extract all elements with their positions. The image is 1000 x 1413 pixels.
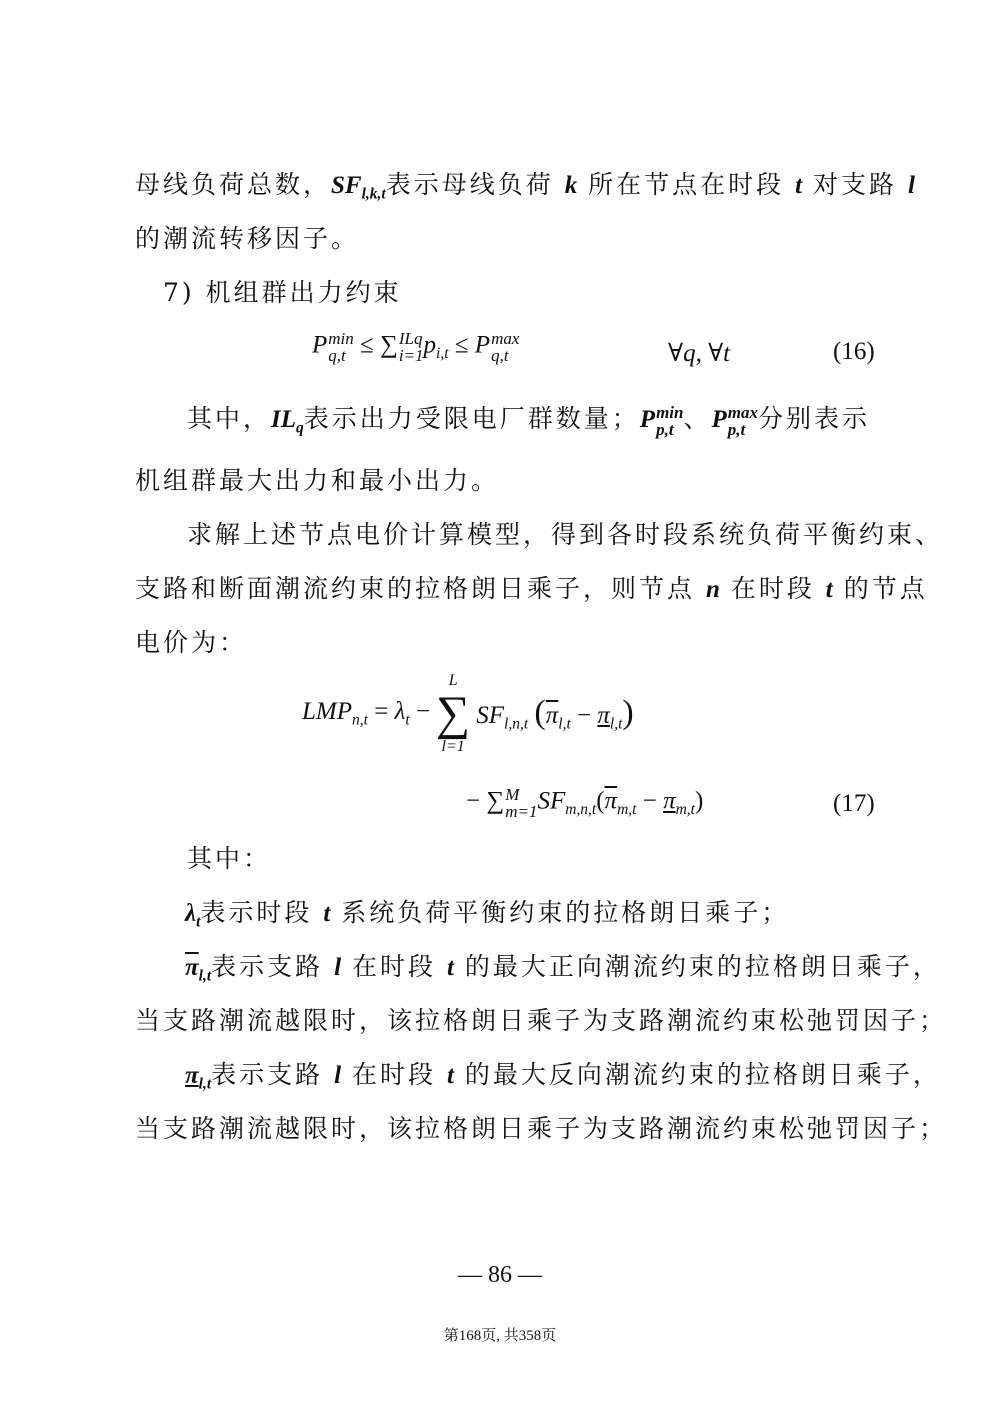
paragraph-line xyxy=(135,222,880,256)
math-operator: = xyxy=(367,697,395,725)
text-span: 表示支路 xyxy=(211,1060,324,1089)
math-operator: − xyxy=(636,787,664,815)
page-info: 第168页, 共358页 xyxy=(443,1328,557,1344)
definition-line xyxy=(185,1058,941,1101)
paragraph-line xyxy=(135,626,880,660)
text-span: 求解上述节点电价计算模型，得到各时段系统负荷平衡约束、 xyxy=(187,520,944,549)
pi-lower: π xyxy=(185,1062,199,1089)
paragraph-line xyxy=(187,842,880,876)
text-span: 电价为： xyxy=(135,628,248,657)
math-symbol: n xyxy=(705,576,720,603)
text-span: 表示时段 xyxy=(200,898,313,927)
math-superscript: max xyxy=(727,402,758,422)
math-operator: − xyxy=(466,787,487,815)
math-subscript: l,t xyxy=(558,715,571,733)
paragraph-line xyxy=(135,1112,948,1146)
math-superscript: max xyxy=(491,329,520,348)
paragraph-line xyxy=(135,572,928,607)
math-operator: − xyxy=(570,701,598,729)
math-symbol: t xyxy=(323,900,331,927)
equation-16 xyxy=(312,330,519,364)
math-symbol: λ xyxy=(394,697,406,725)
math-subscript: m,t xyxy=(617,801,637,819)
math-symbol: p xyxy=(423,331,437,359)
math-superscript: ILq xyxy=(398,329,423,348)
text-span: 支路和断面潮流约束的拉格朗日乘子，则节点 xyxy=(135,574,696,603)
equation-number: (17) xyxy=(833,790,875,817)
section-heading xyxy=(163,276,856,310)
math-superscript: min xyxy=(656,402,684,422)
math-subscript: q,t xyxy=(491,346,509,365)
text-span: 其中， xyxy=(187,404,272,433)
sum-symbol: ∑ xyxy=(486,787,505,815)
math-subscript: l,t xyxy=(198,967,212,985)
page-number: — 86 — xyxy=(458,1262,542,1288)
math-subscript: t xyxy=(405,711,410,729)
text-span: 的节点 xyxy=(843,574,928,603)
equation-quantifier: ∀q, ∀t xyxy=(668,340,731,367)
math-symbol: l xyxy=(334,1062,342,1089)
math-subscript: q xyxy=(296,419,304,437)
math-symbol: λ xyxy=(185,900,197,927)
math-operator: − xyxy=(409,697,431,725)
pi-lower: π xyxy=(597,701,610,729)
math-symbol: P xyxy=(312,331,328,359)
math-subscript: p,t xyxy=(727,419,746,439)
math-subscript: l,t xyxy=(609,715,623,733)
math-symbol: t xyxy=(825,576,833,603)
math-symbol: SF xyxy=(476,701,505,729)
pi-upper: $\overline{\pi}$ xyxy=(185,954,199,981)
equation-17-line2: − ∑ M m=1 $SF_{m,n,t}(\overline{\pi}_{m,t} - \pi_{m,t})$ xyxy=(466,785,704,821)
text-span: 当支路潮流越限时，该拉格朗日乘子为支路潮流约束松弛罚因子； xyxy=(135,1006,948,1035)
math-symbol: P xyxy=(639,406,656,433)
text-span: 在时段 xyxy=(352,952,437,981)
sum-symbol: ∑ xyxy=(380,331,398,359)
math-symbol: l xyxy=(908,172,915,199)
math-subscript: t xyxy=(196,913,201,931)
math-subscript: q,t xyxy=(328,346,346,365)
math-operator: ≤ xyxy=(448,331,475,359)
summation xyxy=(436,672,470,755)
math-subscript: i=1 xyxy=(398,346,424,365)
text-span: 的潮流转移因子。 xyxy=(135,224,360,253)
equation-number: (16) xyxy=(833,338,875,365)
math-subscript: i,t xyxy=(436,345,449,363)
math-subscript: m=1 xyxy=(505,802,538,821)
text-span: 对支路 xyxy=(813,170,898,199)
math-superscript: min xyxy=(328,329,354,348)
pi-upper: $\overline{\pi}$ xyxy=(545,701,559,729)
right-paren: ) xyxy=(622,693,634,731)
sum-lower-limit: l=1 xyxy=(441,737,465,755)
math-symbol: LMP xyxy=(302,697,352,725)
math-subscript: l,n,t xyxy=(504,715,529,733)
text-span: 表示母线负荷 xyxy=(385,170,554,199)
text-span: 在时段 xyxy=(730,574,815,603)
math-symbol: t xyxy=(447,954,454,981)
math-symbol: P xyxy=(474,331,491,359)
definition-line xyxy=(185,896,878,939)
math-subscript: l,k,t xyxy=(361,185,386,203)
paragraph-line xyxy=(135,168,915,211)
text-span: 的最大正向潮流约束的拉格朗日乘子， xyxy=(464,952,941,981)
math-subscript: p,t xyxy=(656,419,674,439)
math-subscript: l,t xyxy=(198,1075,212,1093)
paragraph-line xyxy=(135,1004,948,1038)
math-symbol: k xyxy=(564,172,578,199)
sum-upper-limit: L xyxy=(448,672,458,689)
math-superscript: M xyxy=(505,785,520,804)
left-paren: ( xyxy=(534,693,546,731)
text-span: 的最大反向潮流约束的拉格朗日乘子， xyxy=(464,1060,941,1089)
paragraph-line xyxy=(135,464,880,498)
text-span: 、 xyxy=(683,404,712,433)
text-span: 其中： xyxy=(187,844,272,873)
text-span: 分别表示 xyxy=(758,404,871,433)
text-span: 机组群最大出力和最小出力。 xyxy=(135,466,500,495)
text-span: 表示支路 xyxy=(211,952,324,981)
math-operator: ≤ xyxy=(353,331,381,359)
text-span: 表示出力受限电厂群数量； xyxy=(303,404,640,433)
math-subscript: m,t xyxy=(675,801,695,819)
math-symbol: t xyxy=(795,172,803,199)
text-span: 所在节点在时段 xyxy=(588,170,785,199)
text-span: 当支路潮流越限时，该拉格朗日乘子为支路潮流约束松弛罚因子； xyxy=(135,1114,948,1143)
math-subscript: m,n,t xyxy=(565,801,597,819)
text-span: 母线负荷总数， xyxy=(135,170,332,199)
text-span: 在时段 xyxy=(352,1060,437,1089)
math-subscript: n,t xyxy=(352,711,368,729)
math-symbol: P xyxy=(711,406,727,433)
pi-lower: π xyxy=(663,787,676,815)
pi-upper: $\overline{\pi}$ xyxy=(604,787,618,815)
definition-line xyxy=(185,950,941,993)
math-symbol: SF xyxy=(537,787,566,815)
equation-17-line1 xyxy=(302,672,634,755)
heading-text: 7) 机组群出力约束 xyxy=(163,278,402,307)
math-symbol: SF xyxy=(331,172,362,199)
sum-symbol: ∑ xyxy=(436,686,471,740)
math-symbol: t xyxy=(447,1062,454,1089)
paragraph-line xyxy=(187,402,880,445)
paragraph-line xyxy=(187,518,944,552)
math-symbol: l xyxy=(334,954,342,981)
text-span: 系统负荷平衡约束的拉格朗日乘子； xyxy=(341,898,790,927)
math-symbol: IL xyxy=(271,406,297,433)
